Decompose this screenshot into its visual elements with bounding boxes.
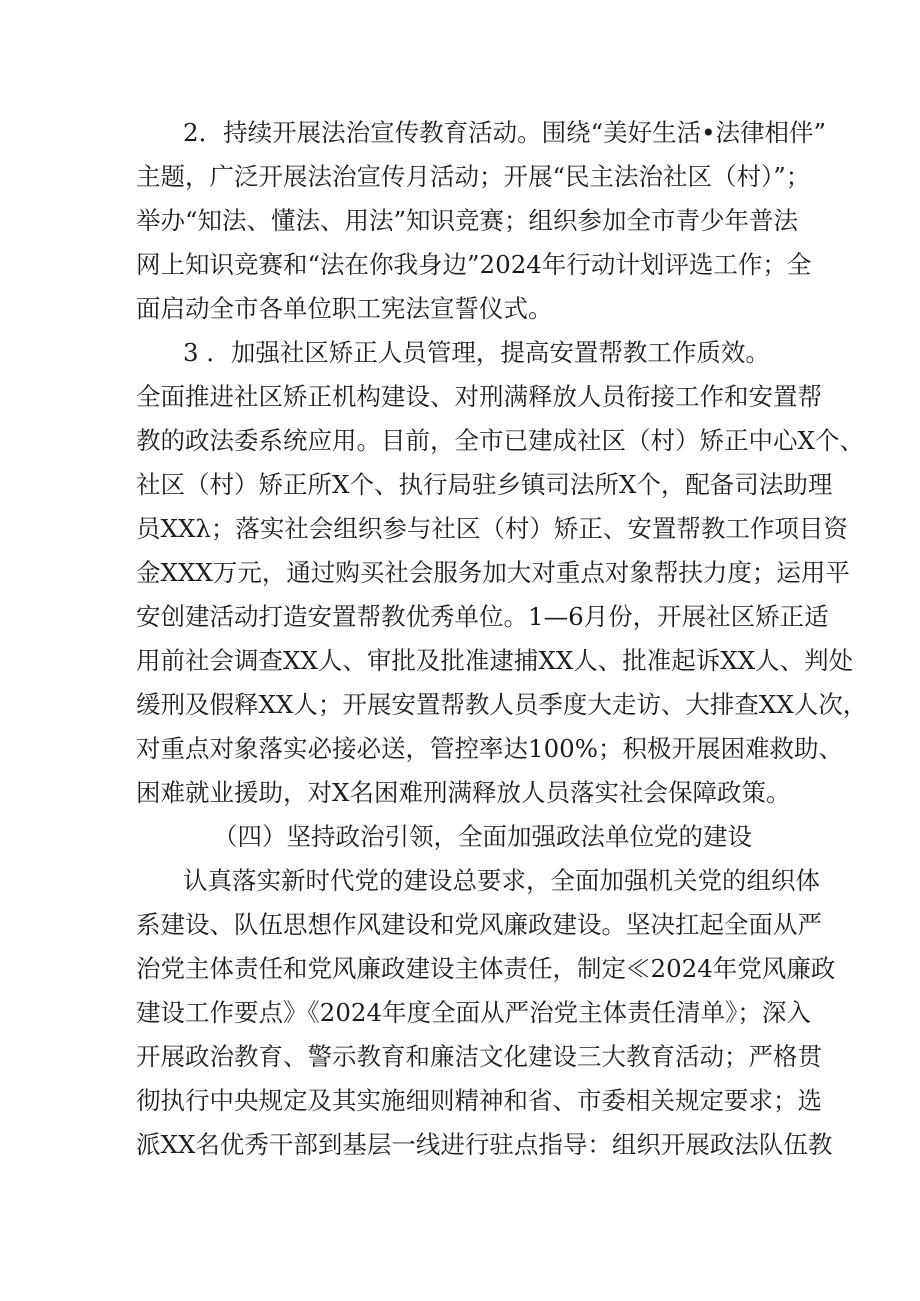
section4-line-7: 派XX名优秀干部到基层一线进行驻点指导：组织开展政法队伍教: [136, 1130, 833, 1159]
section4-line-1: 认真落实新时代党的建设总要求，全面加强机关党的组织体: [183, 866, 820, 895]
item2-line-2: 主题，广泛开展法治宣传月活动；开展“民主法治社区（村）”；: [136, 162, 811, 191]
item3-line-11: 困难就业援助，对X名困难刑满释放人员落实社会保障政策。: [136, 778, 791, 807]
item2-line-5: 面启动全市各单位职工宪法宣誓仪式。: [136, 294, 553, 323]
item3-line-9: 缓刑及假释XX人；开展安置帮教人员季度大走访、大排查XX人次，: [136, 690, 868, 719]
section4-line-4: 建设工作要点》《2024年度全面从严治党主体责任清单》；深入: [136, 998, 811, 1027]
item3-line-2: 全面推进社区矫正机构建设、对刑满释放人员衔接工作和安置帮: [136, 382, 822, 411]
item3-line-6: 金XXX万元，通过购买社会服务加大对重点对象帮扶力度；运用平: [136, 558, 850, 587]
item3-line-4: 社区（村）矫正所X个、执行局驻乡镇司法所X个，配备司法助理: [136, 470, 833, 499]
section4-line-5: 开展政治教育、警示教育和廉洁文化建设三大教育活动；严格贯: [136, 1042, 822, 1071]
section4-heading: （四）坚持政治引领，全面加强政法单位党的建设: [213, 822, 752, 851]
item2-line-3: 举办“知法、懂法、用法”知识竞赛；组织参加全市青少年普法: [136, 206, 799, 235]
item3-line-7: 安创建活动打造安置帮教优秀单位。1—6月份，开展社区矫正适: [136, 602, 829, 631]
item3-line-8: 用前社会调查XX人、审批及批准逮捕XX人、批准起诉XX人、判处: [136, 646, 854, 675]
item3-line-5: 员XXλ；落实社会组织参与社区（村）矫正、安置帮教工作项目资: [136, 514, 848, 543]
item2-line-4: 网上知识竞赛和“法在你我身边”2024年行动计划评选工作；全: [136, 250, 812, 279]
section4-line-6: 彻执行中央规定及其实施细则精神和省、市委相关规定要求；选: [136, 1086, 822, 1115]
item3-line-3: 教的政法委系统应用。目前，全市已建成社区（村）矫正中心X个、: [136, 426, 864, 455]
item2-line-1: 2．持续开展法治宣传教育活动。围绕“美好生活•法律相伴”: [183, 118, 827, 147]
section4-line-2: 系建设、队伍思想作风建设和党风廉政建设。坚决扛起全面从严: [136, 910, 822, 939]
item3-line-1: 3 ．加强社区矫正人员管理，提高安置帮教工作质效。: [183, 338, 770, 367]
section4-line-3: 治党主体责任和党风廉政建设主体责任，制定≪2024年党风廉政: [136, 954, 836, 983]
item3-line-10: 对重点对象落实必接必送，管控率达100%；积极开展困难救助、: [136, 734, 844, 763]
